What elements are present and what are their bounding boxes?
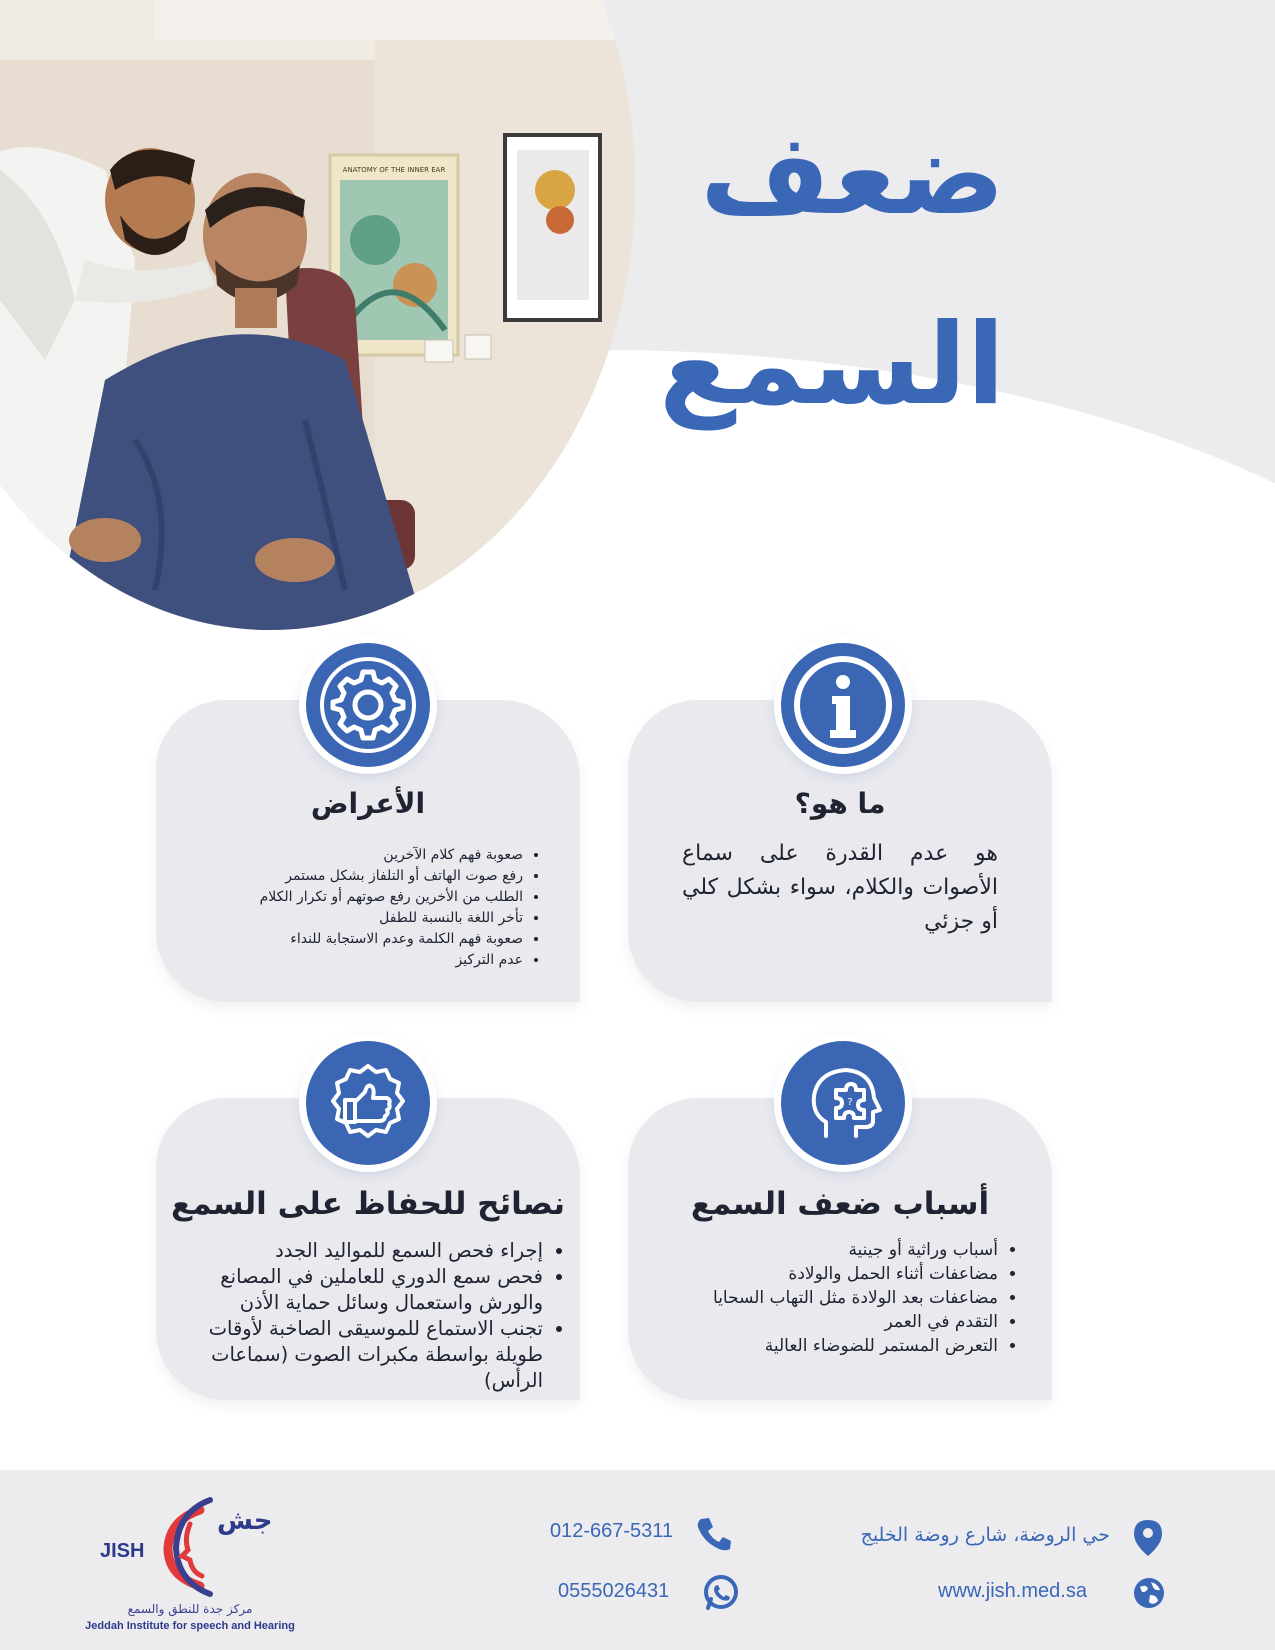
info-icon — [781, 643, 905, 767]
list-item: • عدم التركيز — [163, 950, 523, 971]
list-item: • صعوبة فهم الكلمة وعدم الاستجابة للنداء — [163, 929, 523, 950]
list-item: • التعرض المستمر للضوضاء العالية — [638, 1334, 998, 1358]
list-item: • تجنب الاستماع للموسيقى الصاخبة لأوقات طويلة بواسطة مكبرات الصوت (سماعات الرأس) — [183, 1316, 543, 1394]
list-item: • تأخر اللغة بالنسبة للطفل — [163, 908, 523, 929]
logo-arabic-text: جش — [217, 1506, 273, 1536]
card-causes-title: أسباب ضعف السمع — [690, 1186, 990, 1222]
list-item: • رفع صوت الهاتف أو التلفاز بشكل مستمر — [163, 866, 523, 887]
svg-text:?: ? — [847, 1097, 853, 1108]
globe-icon — [1131, 1575, 1167, 1615]
list-item: • صعوبة فهم كلام الآخرين — [163, 845, 523, 866]
list-item: • أسباب وراثية أو جينية — [638, 1238, 998, 1262]
org-name-english: Jeddah Institute for speech and Hearing — [85, 1620, 295, 1632]
tips-list — [183, 1238, 565, 1394]
phone-icon — [695, 1515, 733, 1557]
card-what-is-text: هو عدم القدرة على سماع الأصوات والكلام، سواء بشكل كلي أو جزئي — [682, 841, 998, 934]
list-item: • مضاعفات أثناء الحمل والولادة — [638, 1262, 998, 1286]
causes-list — [638, 1238, 1020, 1358]
address-text: حي الروضة، شارع روضة الخليج — [860, 1524, 1110, 1546]
page-title-line1: ضعف — [700, 110, 1005, 240]
list-item: • فحص سمع الدوري للعاملين في المصانع والورش واستعمال وسائل حماية الأذن — [183, 1264, 543, 1316]
poster-caption: ANATOMY OF THE INNER EAR — [342, 166, 446, 174]
phone-number[interactable]: 012-667-5311 — [550, 1520, 674, 1542]
card-symptoms-title: الأعراض — [310, 787, 426, 820]
website-link[interactable]: www.jish.med.sa — [938, 1580, 1087, 1602]
whatsapp-icon — [702, 1574, 740, 1616]
list-item: • الطلب من الأخرين رفع صوتهم أو تكرار الكلام — [163, 887, 523, 908]
jish-logo — [60, 1490, 320, 1640]
org-name-arabic: مركز جدة للنطق والسمع — [127, 1602, 253, 1616]
card-what-is-title: ما هو؟ — [794, 787, 886, 820]
list-item: • التقدم في العمر — [638, 1310, 998, 1334]
page-title-line2: السمع — [658, 300, 1005, 430]
head-puzzle-icon — [781, 1041, 905, 1165]
symptoms-list — [163, 845, 545, 971]
gear-icon — [306, 643, 430, 767]
location-pin-icon — [1131, 1518, 1165, 1562]
whatsapp-number[interactable]: 0555026431 — [558, 1580, 670, 1602]
list-item: • مضاعفات بعد الولادة مثل التهاب السحايا — [638, 1286, 998, 1310]
card-tips-title: نصائح للحفاظ على السمع — [171, 1186, 565, 1222]
list-item: • إجراء فحص السمع للمواليد الجدد — [183, 1238, 543, 1264]
thumbs-up-badge-icon — [306, 1041, 430, 1165]
logo-latin-text: JISH — [100, 1540, 145, 1562]
